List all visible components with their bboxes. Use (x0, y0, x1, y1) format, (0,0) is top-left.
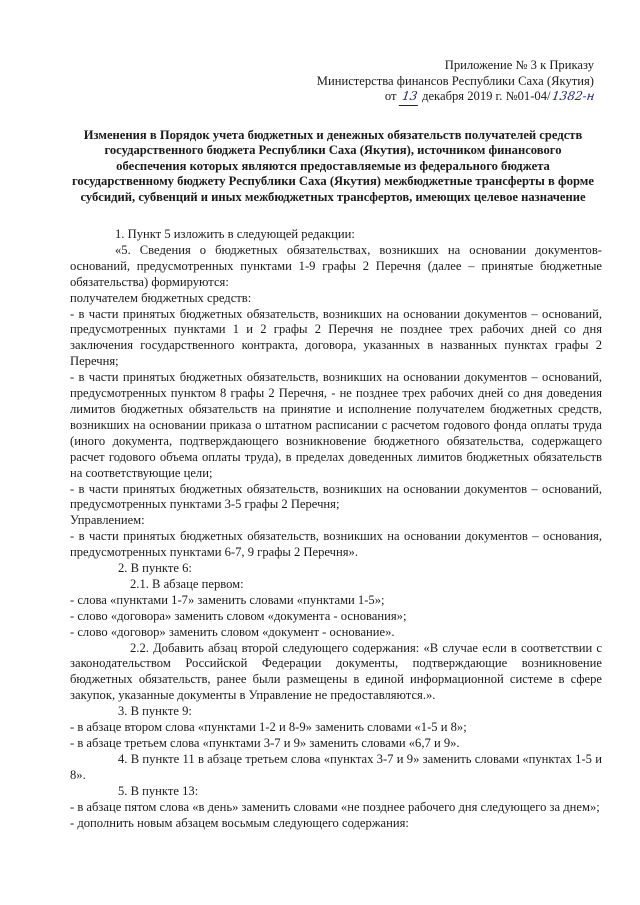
paragraph: - в части принятых бюджетных обязательств, возникших на основании документов – оснований, предусмотренных пунктом 8 графы 2 Перечня, - не позднее трех рабочих дней со дня доведения лимитов бюджетных обязательств на принятие и исполнение получателем бюджетных средств, возникших на основании приказа о штатном расписании с расчетом годового фонда оплаты труда (иного документа, подтверждающего возникновение бюджетного обязательства, содержащего расчет годового объема оплаты труда), в пределах доведенных лимитов бюджетных обязательств на соответствующие цели; (70, 370, 602, 480)
appendix-date-line (70, 89, 594, 106)
paragraph: 2.2. Добавить абзац второй следующего содержания: «В случае если в соответствии с законодательством Российской Федерации документы, подтверждающие возникновение бюджетных обязательств, ранее были размещены в единой информационной системе в сфере закупок, указанные документы в Управление не предоставляются.». (70, 640, 602, 703)
date-prefix: от (384, 89, 397, 103)
appendix-line-1: Приложение № 3 к Приказу (444, 58, 594, 72)
paragraph: - в части принятых бюджетных обязательств, возникших на основании документов – основания, предусмотренных пунктами 6-7, 9 графы 2 Перечня». (70, 529, 602, 560)
appendix-header (70, 58, 594, 106)
paragraph: - в части принятых бюджетных обязательств, возникших на основании документов – оснований, предусмотренных пунктами 3-5 графы 2 Перечня; (70, 481, 602, 512)
paragraph: Управлением: (70, 513, 145, 528)
paragraph: 1. Пункт 5 изложить в следующей редакции: (115, 227, 355, 241)
paragraph: - дополнить новым абзацем восьмым следующего содержания: (70, 815, 409, 830)
paragraph: «5. Сведения о бюджетных обязательствах, возникших на основании документов-оснований, предусмотренных пунктами 1-9 графы 2 Перечня (далее – принятые бюджетные обязательства) формируются: (70, 242, 602, 289)
paragraph: получателем бюджетных средств: (70, 290, 252, 305)
paragraph: 4. В пункте 11 в абзаце третьем слова «пунктах 3-7 и 9» заменить словами «пунктах 1-5 и 8». (70, 751, 602, 782)
paragraph: - в части принятых бюджетных обязательств, возникших на основании документов – оснований, предусмотренных пунктами 1 и 2 графы 2 Перечня не позднее трех рабочих дней со дня заключения государственного контракта, договора, указанных в названных пунктах графы 2 Перечня; (70, 306, 602, 369)
handwritten-order-number: 1382-н (550, 89, 596, 103)
paragraph: 2.1. В абзаце первом: (130, 576, 244, 591)
handwritten-day: 13 (398, 89, 420, 106)
paragraph: 2. В пункте 6: (118, 561, 192, 576)
paragraph: - слова «пунктами 1-7» заменить словами «пунктами 1-5»; (70, 592, 385, 607)
document-body (70, 227, 602, 831)
paragraph: - слово «договора» заменить словом «документа - основания»; (70, 608, 407, 623)
paragraph: - в абзаце пятом слова «в день» заменить словами «не позднее рабочего дня следующего за днем»; (70, 799, 600, 814)
paragraph: 3. В пункте 9: (118, 704, 192, 719)
paragraph: - в абзаце втором слова «пунктами 1-2 и 8-9» заменить словами «1-5 и 8»; (70, 720, 467, 735)
appendix-line-2: Министерства финансов Республики Саха (Якутия) (316, 73, 594, 88)
document-title: Изменения в Порядок учета бюджетных и денежных обязательств получателей средств государственного бюджета Республики Саха (Якутия), источником финансового обеспечения которых являются предоставляемые из федерального бюджета государственному бюджету Республики Саха (Якутия) межбюджетные трансферты в форме субсидий, субвенций и иных межбюджетных трансфертов, имеющих целевое назначение (72, 127, 594, 204)
paragraph: - слово «договор» заменить словом «документ - основание». (70, 624, 395, 639)
paragraph: - в абзаце третьем слова «пунктами 3-7 и 9» заменить словами «6,7 и 9». (70, 736, 460, 750)
date-middle: декабря 2019 г. №01-04/ (422, 89, 551, 103)
paragraph: 5. В пункте 13: (118, 783, 199, 798)
